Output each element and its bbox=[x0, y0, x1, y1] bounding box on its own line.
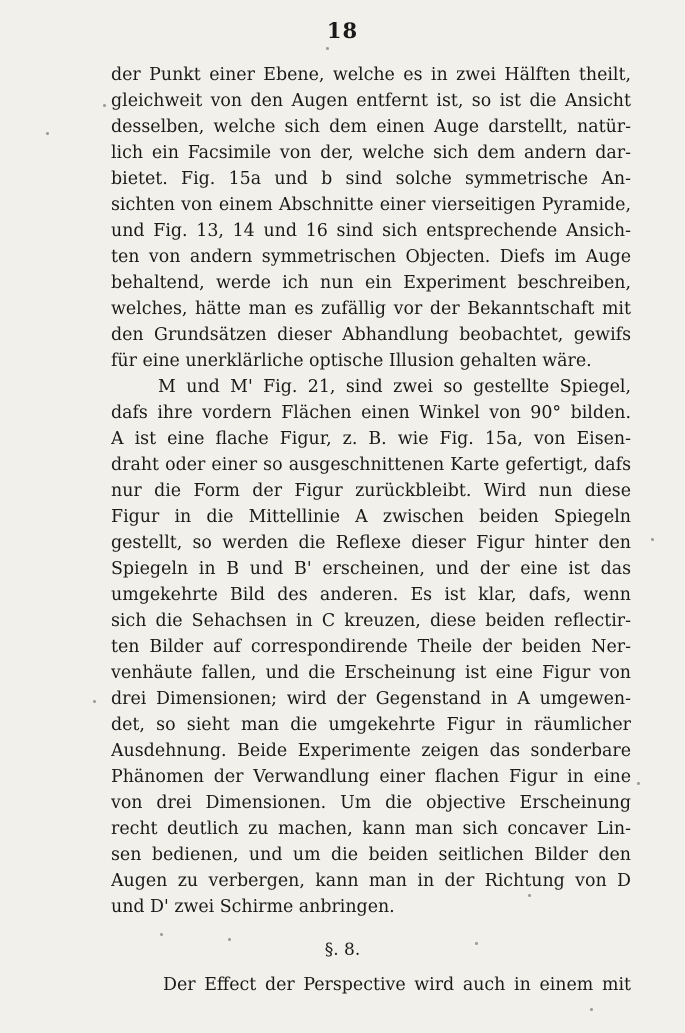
text-line: von drei Dimensionen. Um die objective Erscheinung bbox=[111, 793, 631, 813]
text-line: dafs ihre vordern Flächen einen Winkel von 90° bilden. bbox=[111, 403, 631, 423]
paper-speck bbox=[46, 132, 49, 135]
text-line: und Fig. 13, 14 und 16 sind sich entsprechende Ansich- bbox=[111, 221, 631, 241]
paper-speck bbox=[160, 933, 163, 936]
text-line: der Punkt einer Ebene, welche es in zwei Hälften theilt, bbox=[111, 65, 631, 85]
text-line: den Grundsätzen dieser Abhandlung beobachtet, gewifs bbox=[111, 325, 631, 345]
text-line: sichten von einem Abschnitte einer vierseitigen Pyramide, bbox=[111, 195, 631, 215]
paper-speck bbox=[475, 942, 478, 945]
text-line: welches, hätte man es zufällig vor der Bekanntschaft mit bbox=[111, 299, 631, 319]
text-line: nur die Form der Figur zurückbleibt. Wird nun diese bbox=[111, 481, 631, 501]
text-line: draht oder einer so ausgeschnittenen Karte gefertigt, dafs bbox=[111, 455, 631, 475]
text-line: Der Effect der Perspective wird auch in einem mit bbox=[163, 975, 631, 995]
text-line: venhäute fallen, und die Erscheinung ist eine Figur von bbox=[111, 663, 631, 683]
text-line: ten Bilder auf correspondirende Theile der beiden Ner- bbox=[111, 637, 631, 657]
text-line: bietet. Fig. 15a und b sind solche symmetrische An- bbox=[111, 169, 631, 189]
text-line: Augen zu verbergen, kann man in der Richtung von D bbox=[111, 871, 631, 891]
paper-speck bbox=[528, 894, 531, 897]
text-line: umgekehrte Bild des anderen. Es ist klar, dafs, wenn bbox=[111, 585, 631, 605]
text-line: A ist eine flache Figur, z. B. wie Fig. 15a, von Eisen- bbox=[111, 429, 631, 449]
text-line: det, so sieht man die umgekehrte Figur in räumlicher bbox=[111, 715, 631, 735]
text-line: desselben, welche sich dem einen Auge darstellt, natür- bbox=[111, 117, 631, 137]
paper-speck bbox=[637, 782, 640, 785]
paper-speck bbox=[326, 47, 329, 50]
paper-speck bbox=[228, 938, 231, 941]
paper-speck bbox=[93, 700, 96, 703]
body-text bbox=[111, 62, 631, 920]
text-line: Spiegeln in B und B' erscheinen, und der eine ist das bbox=[111, 559, 631, 579]
text-line: ten von andern symmetrischen Objecten. Diefs im Auge bbox=[111, 247, 631, 267]
text-line: Ausdehnung. Beide Experimente zeigen das sonderbare bbox=[111, 741, 631, 761]
text-line: recht deutlich zu machen, kann man sich concaver Lin- bbox=[111, 819, 631, 839]
paper-speck bbox=[590, 1008, 593, 1011]
paper-speck bbox=[651, 538, 654, 541]
paper-speck bbox=[103, 104, 106, 107]
section-heading: §. 8. bbox=[324, 940, 361, 960]
page-number: 18 bbox=[326, 18, 359, 43]
text-line: gestellt, so werden die Reflexe dieser Figur hinter den bbox=[111, 533, 631, 553]
text-line: Figur in die Mittellinie A zwischen beiden Spiegeln bbox=[111, 507, 631, 527]
text-line: und D' zwei Schirme anbringen. bbox=[111, 897, 395, 917]
text-line: drei Dimensionen; wird der Gegenstand in A umgewen- bbox=[111, 689, 631, 709]
text-line: Phänomen der Verwandlung einer flachen Figur in eine bbox=[111, 767, 631, 787]
text-line: gleichweit von den Augen entfernt ist, so ist die Ansicht bbox=[111, 91, 631, 111]
text-line: behaltend, werde ich nun ein Experiment beschreiben, bbox=[111, 273, 631, 293]
text-line: lich ein Facsimile von der, welche sich dem andern dar- bbox=[111, 143, 631, 163]
text-line: für eine unerklärliche optische Illusion gehalten wäre. bbox=[111, 351, 592, 371]
text-line: sich die Sehachsen in C kreuzen, diese beiden reflectir- bbox=[111, 611, 631, 631]
text-line: sen bedienen, und um die beiden seitlichen Bilder den bbox=[111, 845, 631, 865]
text-line: M und M' Fig. 21, sind zwei so gestellte Spiegel, bbox=[158, 377, 631, 397]
